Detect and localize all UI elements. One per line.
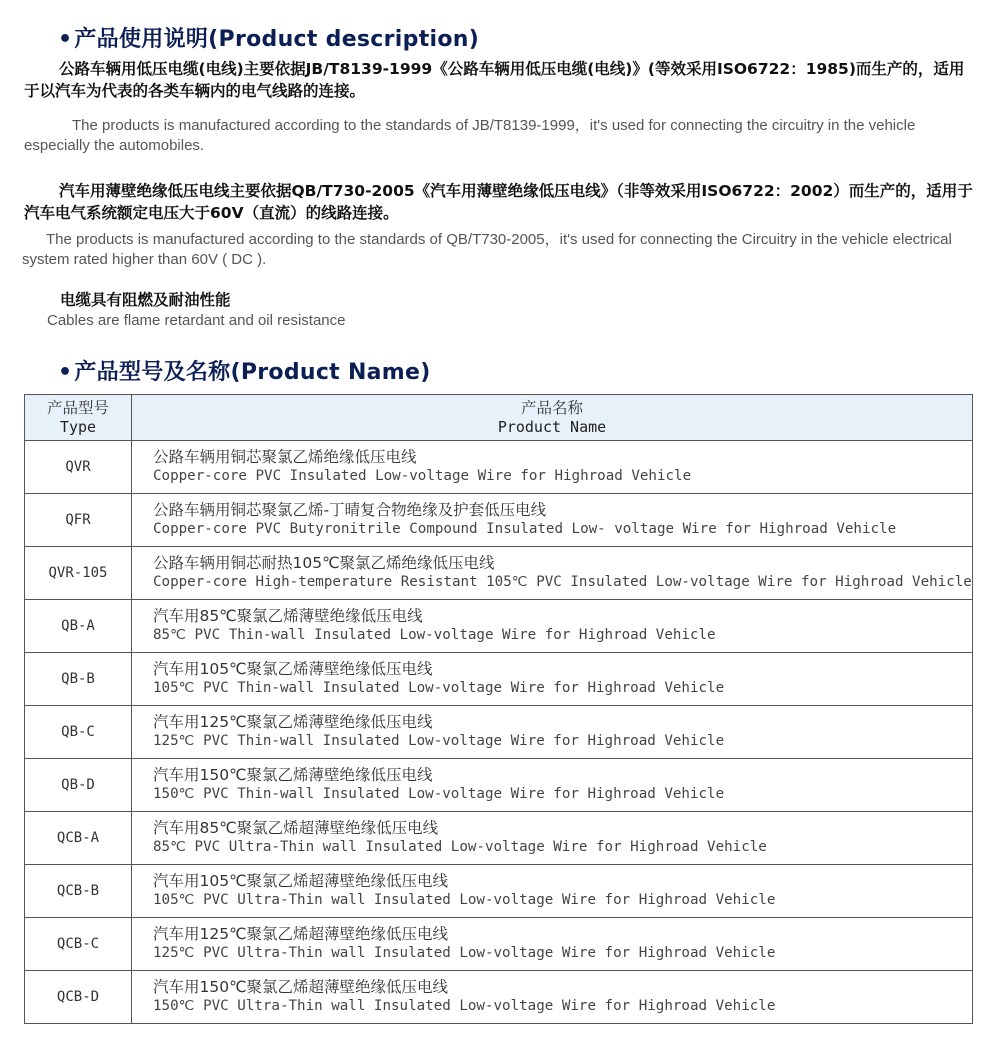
product-name-en: 125℃ PVC Ultra-Thin wall Insulated Low-voltage Wire for Highroad Vehicle	[153, 945, 776, 961]
product-name-cell	[132, 759, 973, 812]
product-name-cell	[132, 918, 973, 971]
header-name-en: Product Name	[497, 417, 607, 436]
product-name-zh: 公路车辆用铜芯聚氯乙烯-丁晴复合物绝缘及护套低压电线	[153, 501, 547, 519]
product-name-en: 150℃ PVC Thin-wall Insulated Low-voltage Wire for Highroad Vehicle	[153, 786, 725, 802]
product-name-zh: 汽车用105℃聚氯乙烯薄壁绝缘低压电线	[153, 660, 433, 678]
table-row	[25, 812, 973, 865]
product-name-zh: 汽车用125℃聚氯乙烯薄壁绝缘低压电线	[153, 713, 433, 731]
table-row	[25, 653, 973, 706]
product-name-zh: 公路车辆用铜芯耐热105℃聚氯乙烯绝缘低压电线	[153, 554, 495, 572]
product-name-cell	[132, 441, 973, 494]
product-type-cell: QCB-D	[25, 971, 132, 1024]
product-name-zh: 汽车用125℃聚氯乙烯超薄壁绝缘低压电线	[153, 925, 448, 943]
table-row	[25, 600, 973, 653]
description-en-1: The products is manufactured according to the standards of JB/T8139-1999，it's used for connecting the circuitry in the vehicle especially the automobiles.	[24, 117, 916, 154]
description-en-2: The products is manufactured according to the standards of QB/T730-2005，it's used for connecting the Circuitry in the vehicle electrical system rated higher than 60V ( DC ).	[22, 231, 952, 268]
header-type	[25, 395, 132, 441]
product-name-zh: 汽车用150℃聚氯乙烯薄壁绝缘低压电线	[153, 766, 433, 784]
product-name-zh: 汽车用85℃聚氯乙烯薄壁绝缘低压电线	[153, 607, 423, 625]
description-zh-1: 公路车辆用低压电缆(电线)主要依据JB/T8139-1999《公路车辆用低压电缆(电线)》(等效采用ISO6722：1985)而生产的，适用于以汽车为代表的各类车辆内的电气线路的连接。	[24, 60, 965, 100]
section-title-product-name	[58, 355, 431, 386]
product-type-cell: QFR	[25, 494, 132, 547]
product-type-cell: QCB-A	[25, 812, 132, 865]
product-type-cell: QVR-105	[25, 547, 132, 600]
section-title-text: 产品使用说明(Product description)	[74, 27, 480, 52]
header-product-name	[132, 395, 973, 441]
table-row	[25, 918, 973, 971]
product-name-en: Copper-core PVC Butyronitrile Compound Insulated Low- voltage Wire for Highroad Vehicle	[153, 521, 897, 537]
product-name-cell	[132, 600, 973, 653]
product-name-en: Copper-core High-temperature Resistant 105℃ PVC Insulated Low-voltage Wire for Highroad Vehicle	[153, 574, 972, 590]
header-name-zh: 产品名称	[520, 398, 583, 417]
section-title-text: 产品型号及名称(Product Name)	[74, 360, 431, 385]
product-name-cell	[132, 494, 973, 547]
product-name-cell	[132, 653, 973, 706]
section-title-product-description	[58, 22, 479, 53]
table-body	[25, 441, 973, 1024]
product-name-en: 150℃ PVC Ultra-Thin wall Insulated Low-voltage Wire for Highroad Vehicle	[153, 998, 776, 1014]
header-type-zh: 产品型号	[46, 398, 109, 417]
product-name-en: 85℃ PVC Ultra-Thin wall Insulated Low-voltage Wire for Highroad Vehicle	[153, 839, 767, 855]
table-row	[25, 494, 973, 547]
product-name-zh: 汽车用150℃聚氯乙烯超薄壁绝缘低压电线	[153, 978, 448, 996]
table-row	[25, 971, 973, 1024]
description-zh-2: 汽车用薄壁绝缘低压电线主要依据QB/T730-2005《汽车用薄壁绝缘低压电线》（非等效采用ISO6722：2002）而生产的，适用于汽车电气系统额定电压大于60V（直流）的线路连接。	[24, 182, 973, 222]
product-name-en: 105℃ PVC Ultra-Thin wall Insulated Low-voltage Wire for Highroad Vehicle	[153, 892, 776, 908]
product-name-cell	[132, 706, 973, 759]
product-name-en: 105℃ PVC Thin-wall Insulated Low-voltage Wire for Highroad Vehicle	[153, 680, 725, 696]
table-row	[25, 865, 973, 918]
product-name-en: 125℃ PVC Thin-wall Insulated Low-voltage Wire for Highroad Vehicle	[153, 733, 725, 749]
product-name-en: Copper-core PVC Insulated Low-voltage Wire for Highroad Vehicle	[153, 468, 692, 484]
product-name-zh: 公路车辆用铜芯聚氯乙烯绝缘低压电线	[153, 448, 417, 466]
bullet-dot: •	[58, 27, 73, 52]
product-type-cell: QB-A	[25, 600, 132, 653]
description-zh-3: 电缆具有阻燃及耐油性能	[60, 291, 231, 309]
product-type-cell: QVR	[25, 441, 132, 494]
product-name-en: 85℃ PVC Thin-wall Insulated Low-voltage Wire for Highroad Vehicle	[153, 627, 716, 643]
product-type-cell: QB-D	[25, 759, 132, 812]
product-name-cell	[132, 865, 973, 918]
product-type-cell: QB-C	[25, 706, 132, 759]
product-table	[24, 394, 973, 1024]
product-name-cell	[132, 971, 973, 1024]
table-row	[25, 441, 973, 494]
product-name-cell	[132, 547, 973, 600]
table-row	[25, 547, 973, 600]
product-name-zh: 汽车用85℃聚氯乙烯超薄壁绝缘低压电线	[153, 819, 439, 837]
table-header-row	[25, 395, 973, 441]
table-row	[25, 706, 973, 759]
product-type-cell: QB-B	[25, 653, 132, 706]
table-row	[25, 759, 973, 812]
description-en-3: Cables are flame retardant and oil resistance	[47, 312, 346, 329]
product-type-cell: QCB-C	[25, 918, 132, 971]
bullet-dot: •	[58, 360, 73, 385]
header-type-en: Type	[59, 417, 97, 436]
product-name-cell	[132, 812, 973, 865]
product-type-cell: QCB-B	[25, 865, 132, 918]
product-name-zh: 汽车用105℃聚氯乙烯超薄壁绝缘低压电线	[153, 872, 448, 890]
